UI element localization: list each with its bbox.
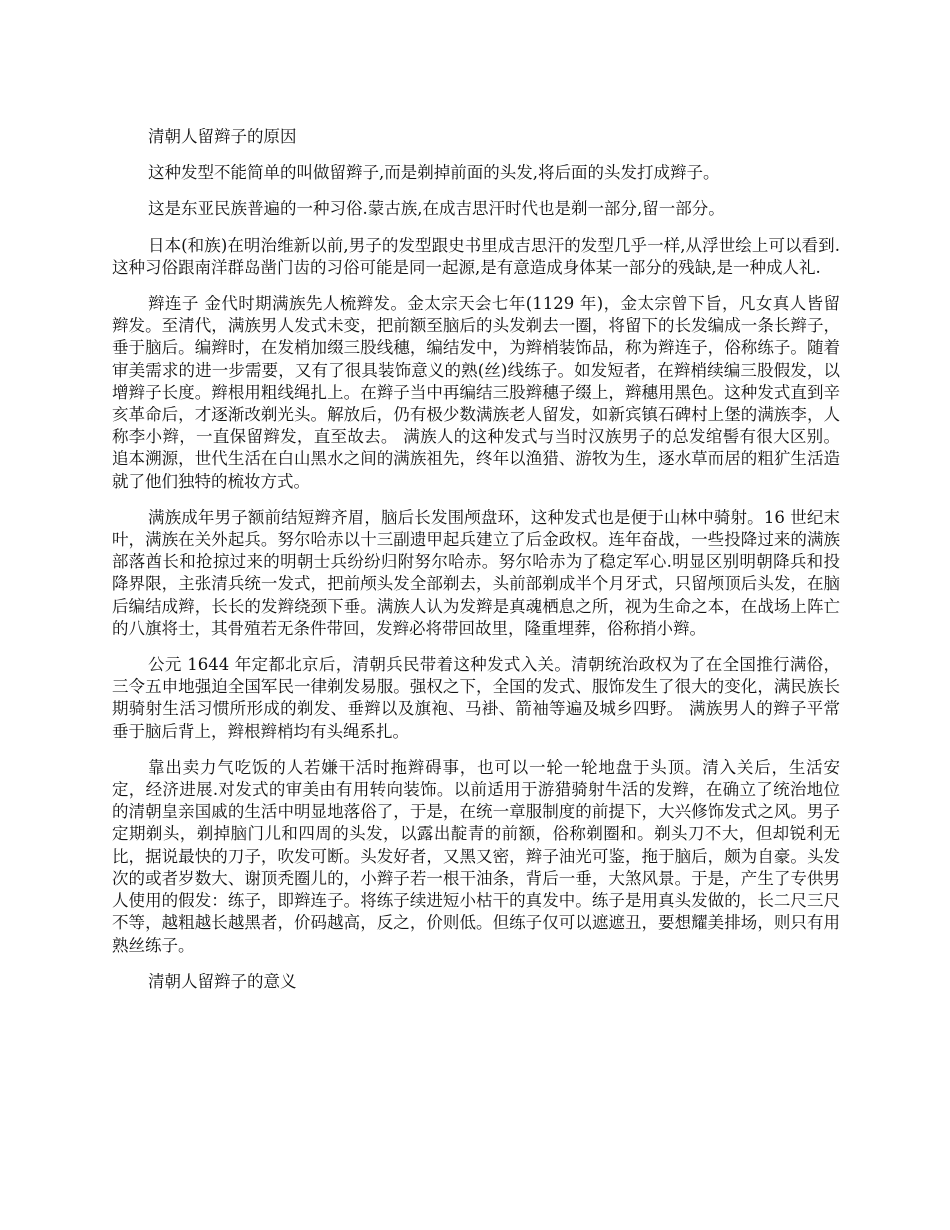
paragraph-6: 公元 1644 年定都北京后，清朝兵民带着这种发式入关。清朝统治政权为了在全国推行满俗，三令五申地强迫全国军民一律剃发易服。强权之下，全国的发式、服饰发生了很大的变化，满民族长期骑射生活习惯所形成的剃发、垂辫以及旗袍、马褂、箭袖等遍及城乡四野。 满族男人的辫子平常垂于脑后背上，辫根辫梢均有头绳系扎。	[112, 655, 840, 741]
document-page	[112, 126, 840, 1007]
document-title: 清朝人留辫子的原因	[148, 127, 297, 146]
paragraph-1: 这种发型不能简单的叫做留辫子,而是剃掉前面的头发,将后面的头发打成辫子。	[148, 163, 720, 183]
paragraph-7: 靠出卖力气吃饭的人若嫌干活时拖辫碍事，也可以一轮一轮地盘于头顶。清入关后，生活安定，经济进展.对发式的审美由有用转向装饰。以前适用于游猎骑射牛活的发辫，在确立了统治地位的清朝皇亲国戚的生活中明显地落俗了，于是，在统一章服制度的前提下，大兴修饰发式之风。男子定期剃头，剃掉脑门儿和四周的头发，以露出靛青的前额，俗称剃圈和。剃头刀不大，但却锐利无比，据说最快的刀子，吹发可断。头发好者，又黑又密，辫子油光可鉴，拖于脑后，颇为自豪。头发次的或者岁数大、谢顶秃圈儿的，小辫子若一根干油条，背后一垂，大煞风景。于是，产生了专供男人使用的假发：练子，即辫连子。将练子续进短小枯干的真发中。练子是用真头发做的，长二尺三尺不等，越粗越长越黑者，价码越高，反之，价则低。但练子仅可以遮遮丑，要想耀美排场，则只有用熟丝练子。	[112, 757, 840, 955]
paragraph-4: 辫连子 金代时期满族先人梳辫发。金太宗天会七年(1129 年)，金太宗曾下旨，凡女真人皆留辫发。至清代，满族男人发式未变，把前额至脑后的头发剃去一圈，将留下的长发编成一条长辫子，垂于脑后。编辫时，在发梢加缀三股线穗，编结发中，为辫梢装饰品，称为辫连子，俗称练子。随着审美需求的进一步需要，又有了很具装饰意义的熟(丝)线练子。如发短者，在辫梢续编三股假发，以增辫子长度。辫根用粗线绳扎上。在辫子当中再编结三股辫穗子缀上，辫穗用黑色。这种发式直到辛亥革命后，才逐渐改剃光头。解放后，仍有极少数满族老人留发，如新宾镇石碑村上堡的满族李，人称李小辫，一直保留辫发，直至故去。 满族人的这种发式与当时汉族男子的总发绾髻有很大区别。追本溯源，世代生活在白山黑水之间的满族祖先，终年以渔猎、游牧为生，逐水草而居的粗犷生活造就了他们独特的梳妆方式。	[112, 294, 840, 491]
paragraph-5: 满族成年男子额前结短辫齐眉，脑后长发围颅盘环，这种发式也是便于山林中骑射。16 世纪末叶，满族在关外起兵。努尔哈赤以十三副遗甲起兵建立了后金政权。连年奋战，一些投降过来的满族部落酋长和抢掠过来的明朝士兵纷纷归附努尔哈赤。努尔哈赤为了稳定军心.明显区别明朝降兵和投降界限，主张清兵统一发式，把前颅头发全部剃去，头前部剃成半个月牙式，只留颅顶后头发，在脑后编结成辫，长长的发辫绕颈下垂。满族人认为发辫是真魂栖息之所，视为生命之本，在战场上阵亡的八旗将士，其骨殖若无条件带回，发辫必将带回故里，隆重埋葬，俗称捎小辫。	[112, 507, 840, 638]
paragraph-2: 这是东亚民族普遍的一种习俗.蒙古族,在成吉思汗时代也是剃一部分,留一部分。	[148, 199, 725, 219]
paragraph-3: 日本(和族)在明治维新以前,男子的发型跟史书里成吉思汗的发型几乎一样,从浮世绘上可以看到.这种习俗跟南洋群岛凿门齿的习俗可能是同一起源,是有意造成身体某一部分的残缺,是一种成人礼.	[112, 235, 840, 277]
closing-heading: 清朝人留辫子的意义	[148, 971, 297, 991]
